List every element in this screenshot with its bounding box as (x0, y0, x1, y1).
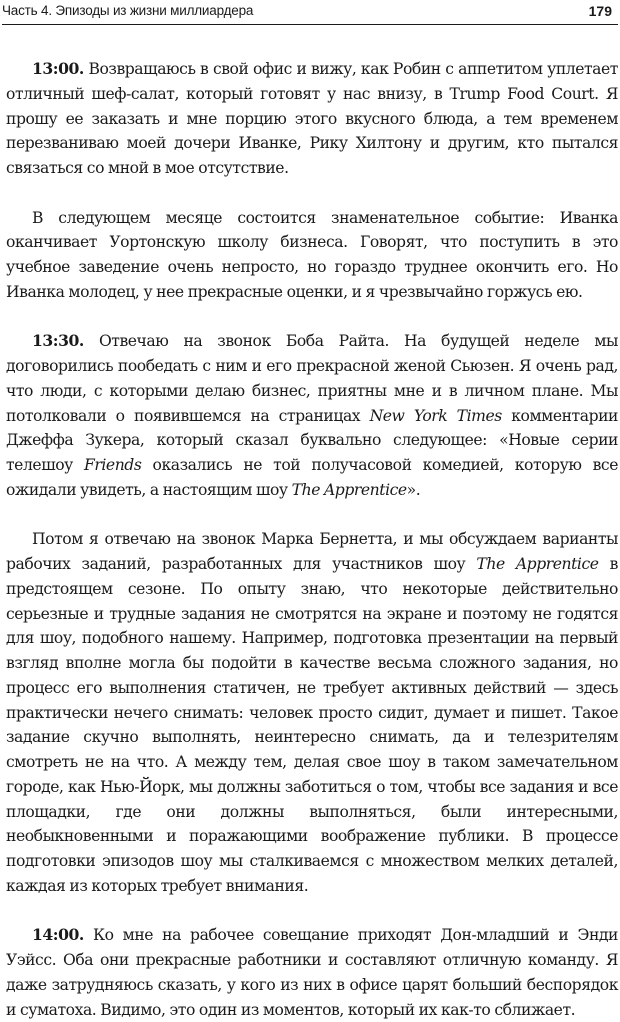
paragraph-text: ». (406, 480, 421, 499)
paragraph-text: комментарии Джеффа Зукера, который сказал буквально следующее: «Новые серии телешоу (6, 406, 618, 474)
italic-title: The Apprentice (291, 480, 407, 499)
time-label: 13:30. (32, 331, 84, 351)
italic-title: New York Times (369, 406, 502, 425)
paragraph-1300 (6, 57, 618, 181)
paragraph-text: в предстоящем сезоне. По опыту знаю, что некоторые действительно серьезные и трудные задания не смотрятся на экране и поэтому не годятся для шоу, подобного нашему. Например, подготовка презентации на первый взгляд вполне могла бы подойти в качестве весьма сложного задания, но процесс его выполнения статичен, не требует активных действий — здесь практически нечего снимать: человек просто сидит, думает и пишет. Такое задание скучно выполнять, неинтересно снимать, да и телезрителям смотреть не на что. А между тем, делая свое шоу в таком замечательном городе, как Нью-Йорк, мы должны заботиться о том, чтобы все задания и все площадки, где они должны выполняться, были интересными, необыкновенными и поражающими воображение публики. В процессе подготовки эпизодов шоу мы сталкиваемся с множеством мелких деталей, каждая из которых требует внимания. (6, 555, 618, 895)
paragraph-1400 (6, 923, 618, 1022)
time-label: 14:00. (32, 925, 84, 945)
body-text (6, 57, 618, 1022)
paragraph-text: Возвращаюсь в свой офис и вижу, как Робин с аппетитом уплетает отличный шеф-салат, который готовят у нас внизу, в Trump Food Court. Я прошу ее заказать и мне порцию этого вкусного блюда, а тем временем перезваниваю моей дочери Иванке, Рику Хилтону и другим, кто пытался связаться со мной в мое отсутствие. (6, 60, 618, 177)
paragraph-1330 (6, 329, 618, 502)
time-label: 13:00. (32, 59, 84, 78)
paragraph-text: оказались не той получасовой комедией, которую все ожидали увидеть, а настоящим шоу (6, 456, 618, 499)
paragraph-burnett (6, 527, 618, 898)
italic-title: Friends (84, 456, 142, 474)
italic-title: The Apprentice (476, 555, 599, 573)
paragraph-ivanka (6, 206, 618, 305)
paragraph-text: Потом я отвечаю на звонок Марка Бернетта, и мы обсуждаем варианты рабочих заданий, разработанных для участников шоу (6, 530, 618, 573)
page-number: 179 (588, 3, 612, 19)
chapter-title: Часть 4. Эпизоды из жизни миллиардера (2, 3, 254, 18)
paragraph-text: В следующем месяце состоится знаменательное событие: Иванка оканчивает Уортонскую школу бизнеса. Говорят, что поступить в это учебное заведение очень непросто, но гораздо труднее окончить его. Но Иванка молодец, у нее прекрасные оценки, и я чрезвычайно горжусь ею. (6, 208, 618, 301)
paragraph-text: Отвечаю на звонок Боба Райта. На будущей неделе мы договорились пообедать с ним и его прекрасной женой Сьюзен. Я очень рад, что люди, с которыми делаю бизнес, приятны мне и в личном плане. Мы потолковали о появившемся на страницах (6, 332, 618, 425)
running-header (2, 0, 618, 25)
paragraph-text: Ко мне на рабочее совещание приходят Дон-младший и Энди Уэйсс. Оба они прекрасные работники и составляют отличную команду. Я даже затрудняюсь сказать, у кого из них в офисе царят больший беспорядок и суматоха. Видимо, это один из моментов, который их как-то сближает. (6, 926, 618, 1019)
